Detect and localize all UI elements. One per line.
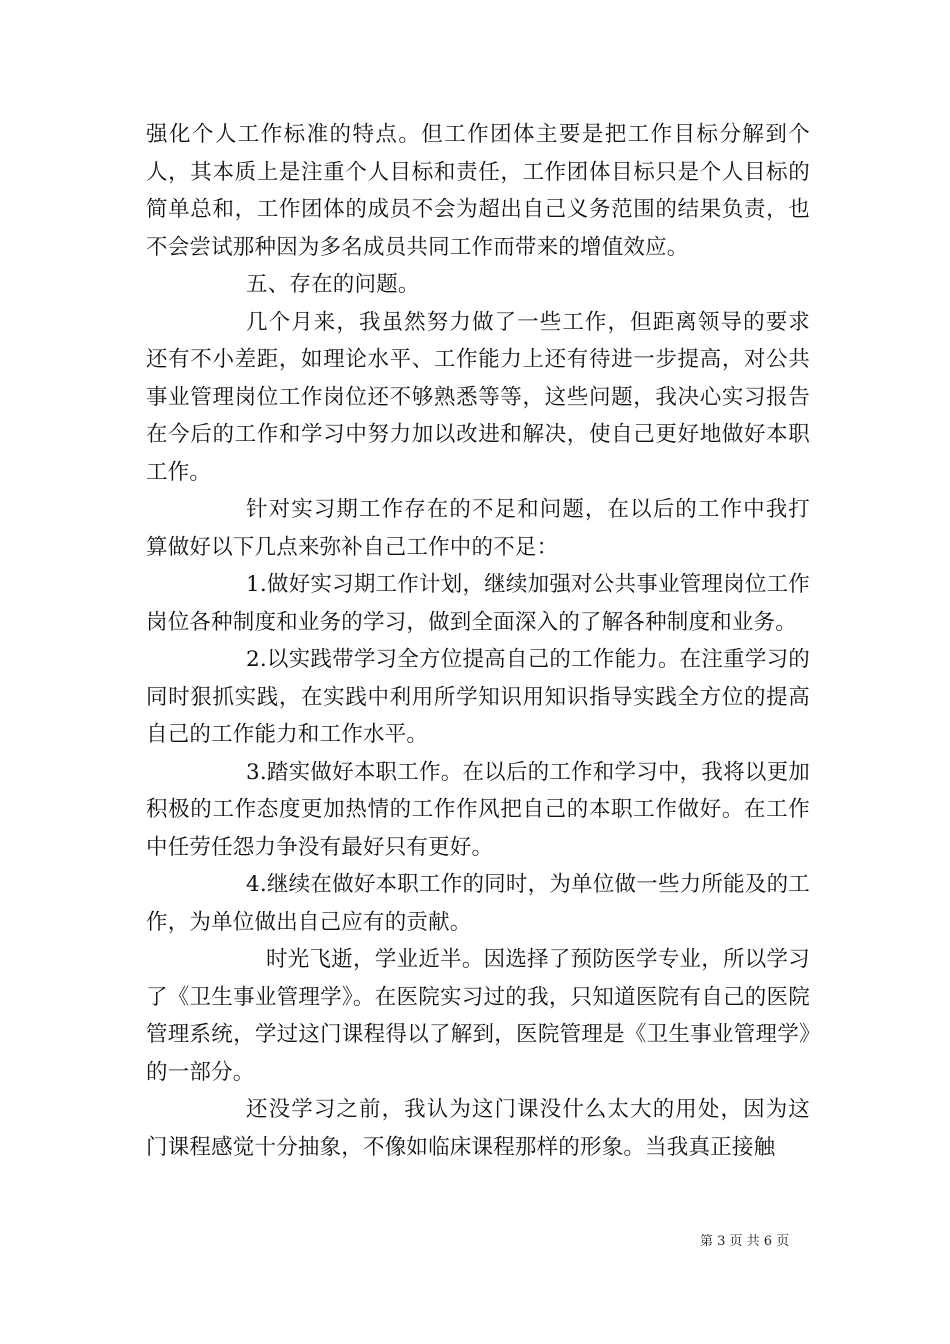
document-body: [146, 116, 810, 1166]
paragraph-problems: 几个月来，我虽然努力做了一些工作，但距离领导的要求还有不小差距，如理论水平、工作能力上还有待进一步提高，对公共事业管理岗位工作岗位还不够熟悉等等，这些问题，我决心实习报告在今后的工作和学习中努力加以改进和解决，使自己更好地做好本职工作。: [146, 309, 810, 485]
paragraph-course-reflection: 还没学习之前，我认为这门课没什么太大的用处，因为这门课程感觉十分抽象，不像如临床课程那样的形象。当我真正接触: [146, 1097, 810, 1160]
paragraph-course-intro: 时光飞逝，学业近半。因选择了预防医学专业，所以学习了《卫生事业管理学》。在医院实习过的我，只知道医院有自己的医院管理系统，学过这门课程得以了解到，医院管理是《卫生事业管理学》的一部分。: [146, 947, 810, 1085]
list-item-1: 1.做好实习期工作计划，继续加强对公共事业管理岗位工作岗位各种制度和业务的学习，做到全面深入的了解各种制度和业务。: [146, 572, 810, 635]
paragraph-plan-intro: 针对实习期工作存在的不足和问题，在以后的工作中我打算做好以下几点来弥补自己工作中的不足：: [146, 497, 810, 560]
section-heading-problems: 五、存在的问题。: [246, 272, 420, 297]
list-item-4: 4.继续在做好本职工作的同时，为单位做一些力所能及的工作，为单位做出自己应有的贡献。: [146, 872, 810, 935]
page-number-footer: 第 3 页 共 6 页: [700, 1234, 790, 1249]
paragraph-teamwork: 强化个人工作标准的特点。但工作团体主要是把工作目标分解到个人，其本质上是注重个人目标和责任，工作团体目标只是个人目标的简单总和，工作团体的成员不会为超出自己义务范围的结果负责，也不会尝试那种因为多名成员共同工作而带来的增值效应。: [146, 122, 810, 260]
list-item-2: 2.以实践带学习全方位提高自己的工作能力。在注重学习的同时狠抓实践，在实践中利用所学知识用知识指导实践全方位的提高自己的工作能力和工作水平。: [146, 647, 810, 747]
list-item-3: 3.踏实做好本职工作。在以后的工作和学习中，我将以更加积极的工作态度更加热情的工作作风把自己的本职工作做好。在工作中任劳任怨力争没有最好只有更好。: [146, 759, 810, 860]
